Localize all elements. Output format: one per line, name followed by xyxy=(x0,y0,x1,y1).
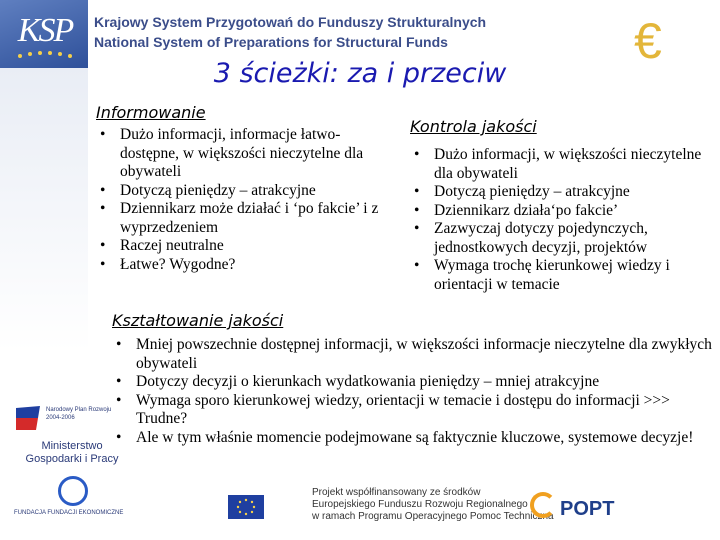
fundacja-logo-icon xyxy=(58,476,88,506)
list-item: • Dużo informacji, informacje łatwo-dostępne, w większości nieczytelne dla obywateli xyxy=(96,126,396,182)
list-kontrola xyxy=(410,146,714,294)
euro-icon: € xyxy=(634,13,662,69)
list-item: • Mniej powszechnie dostępnej informacji, w większości informacje nieczytelne dla zwykłych obywateli xyxy=(112,336,712,373)
npr-flag-icon xyxy=(14,404,44,432)
header-title-en: National System of Preparations for Structural Funds xyxy=(94,34,448,50)
ministry-line2: Gospodarki i Pracy xyxy=(25,453,119,465)
list-item: • Dotyczy decyzji o kierunkach wydatkowania pieniędzy – mniej atrakcyjne xyxy=(112,373,712,392)
footer-line2: Europejskiego Funduszu Rozwoju Regionalnego xyxy=(312,499,528,510)
footer-cofinancing xyxy=(312,487,554,523)
list-item: • Łatwe? Wygodne? xyxy=(96,256,396,275)
list-item: • Dużo informacji, w większości nieczytelne dla obywateli xyxy=(410,146,714,183)
list-item: • Dotyczą pieniędzy – atrakcyjne xyxy=(96,182,396,201)
popt-label: POPT xyxy=(560,498,615,520)
list-ksztaltowanie xyxy=(112,336,712,447)
popt-logo-icon xyxy=(530,492,556,518)
list-informowanie xyxy=(96,126,396,274)
header-title-pl: Krajowy System Przygotowań do Funduszy Strukturalnych xyxy=(94,14,487,30)
left-decorative-strip xyxy=(0,68,88,540)
list-item: • Ale w tym właśnie momencie podejmowane są faktycznie kluczowe, systemowe decyzje! xyxy=(112,429,712,448)
footer-line3: w ramach Programu Operacyjnego Pomoc Techniczna xyxy=(312,511,554,522)
heading-informowanie: Informowanie xyxy=(96,103,206,122)
fundacja-label: FUNDACJA FUNDACJI EKONOMICZNE xyxy=(14,510,124,516)
list-item: • Wymaga trochę kierunkowej wiedzy i orientacji w temacie xyxy=(410,257,714,294)
npr-label: Narodowy Plan Rozwoju 2004-2006 xyxy=(46,407,112,421)
list-item: • Wymaga sporo kierunkowej wiedzy, orientacji w temacie i dostępu do informacji >>> Trudne? xyxy=(112,392,712,429)
page-title: 3 ścieżki: za i przeciw xyxy=(213,58,507,89)
heading-ksztaltowanie: Kształtowanie jakości xyxy=(112,311,284,330)
eu-flag-icon xyxy=(228,495,264,519)
footer-line1: Projekt współfinansowany ze środków xyxy=(312,487,481,498)
list-item: • Dziennikarz działa‘po fakcie’ xyxy=(410,202,714,221)
list-item: • Raczej neutralne xyxy=(96,237,396,256)
list-item: • Dotyczą pieniędzy – atrakcyjne xyxy=(410,183,714,202)
heading-kontrola: Kontrola jakości xyxy=(410,117,537,136)
list-item: • Zazwyczaj dotyczy pojedynczych, jednostkowych decyzji, projektów xyxy=(410,220,714,257)
npr-logo xyxy=(14,404,120,434)
list-item: • Dziennikarz może działać i ‘po fakcie’ i z wyprzedzeniem xyxy=(96,200,396,237)
ksp-logo-text: KSP xyxy=(17,12,73,49)
ministry-line1: Ministerstwo xyxy=(41,440,103,452)
ministry-logo xyxy=(22,440,122,466)
